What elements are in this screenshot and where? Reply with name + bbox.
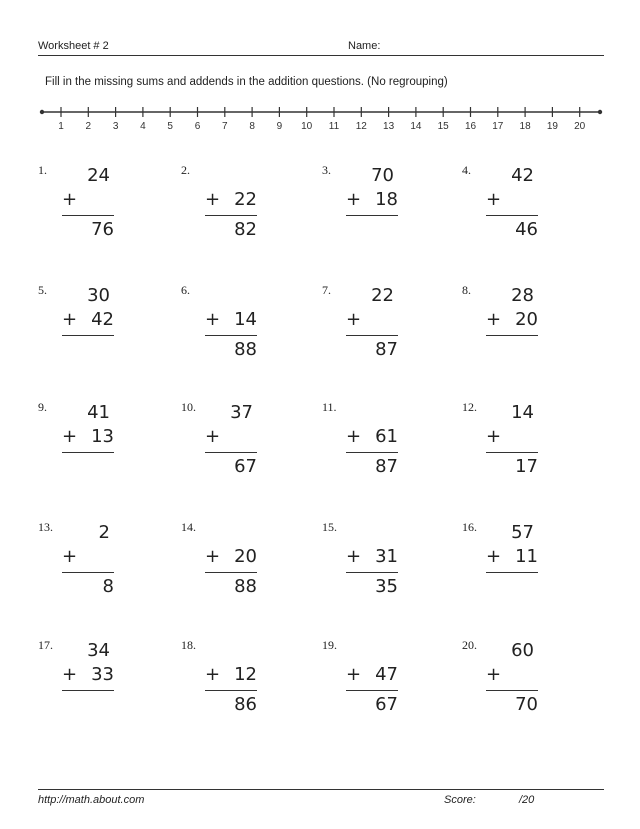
second-addend: 18 (375, 189, 398, 210)
second-addend: 12 (234, 664, 257, 685)
second-addend: 61 (375, 426, 398, 447)
number-line-tick-label: 9 (276, 121, 283, 132)
sum-value: 8 (102, 576, 114, 597)
addition-problem (38, 283, 138, 383)
addition-problem (322, 520, 422, 620)
second-addend: 11 (515, 546, 538, 567)
first-addend: 37 (230, 402, 253, 423)
number-line-tick-label: 3 (112, 121, 119, 132)
sum-line (486, 690, 538, 691)
problem-number: 15. (322, 520, 337, 534)
problem-number: 16. (462, 520, 477, 534)
problem-number: 18. (181, 638, 196, 652)
plus-sign: + (205, 546, 221, 567)
second-addend-row (62, 546, 114, 570)
second-addend: 20 (234, 546, 257, 567)
plus-sign: + (62, 189, 78, 210)
sum-value: 86 (234, 694, 257, 715)
problem-number: 2. (181, 163, 190, 177)
number-line-tick-label: 11 (328, 121, 340, 132)
first-addend: 60 (511, 640, 534, 661)
sum-line (346, 690, 398, 691)
plus-sign: + (486, 426, 502, 447)
sum-line (205, 690, 257, 691)
addition-problem (181, 638, 281, 738)
sum-value: 67 (234, 456, 257, 477)
second-addend: 47 (375, 664, 398, 685)
sum-line (486, 572, 538, 573)
sum-line (205, 572, 257, 573)
plus-sign: + (205, 309, 221, 330)
addition-problem (181, 400, 281, 500)
problem-number: 19. (322, 638, 337, 652)
number-line-tick-label: 14 (410, 121, 422, 132)
sum-line (205, 335, 257, 336)
sum-line (62, 215, 114, 216)
score-label: Score: (444, 794, 476, 806)
second-addend: 22 (234, 189, 257, 210)
sum-value: 87 (375, 456, 398, 477)
plus-sign: + (205, 426, 221, 447)
problem-number: 13. (38, 520, 53, 534)
problem-number: 10. (181, 400, 196, 414)
problem-number: 8. (462, 283, 471, 297)
addition-problem (462, 400, 562, 500)
source-url: http://math.about.com (38, 794, 145, 806)
second-addend-row (486, 189, 538, 213)
number-line-right-end (598, 110, 602, 114)
first-addend: 42 (511, 165, 534, 186)
first-addend: 70 (371, 165, 394, 186)
plus-sign: + (346, 189, 362, 210)
sum-line (486, 452, 538, 453)
problem-number: 3. (322, 163, 331, 177)
number-line-tick-label: 6 (194, 121, 201, 132)
sum-value: 88 (234, 339, 257, 360)
number-line-tick-label: 7 (222, 121, 228, 132)
second-addend: 20 (515, 309, 538, 330)
number-line-tick-label: 20 (574, 121, 586, 132)
number-line-tick-label: 2 (85, 121, 92, 132)
number-line-tick-label: 17 (492, 121, 504, 132)
plus-sign: + (346, 664, 362, 685)
second-addend-row (62, 664, 114, 688)
sum-line (486, 215, 538, 216)
second-addend: 42 (91, 309, 114, 330)
second-addend-row (346, 664, 398, 688)
second-addend-row (486, 664, 538, 688)
sum-line (346, 452, 398, 453)
addition-problem (462, 283, 562, 383)
instructions-text: Fill in the missing sums and addends in the addition questions. (No regrouping) (45, 76, 448, 88)
plus-sign: + (62, 309, 78, 330)
score-total: /20 (519, 794, 535, 806)
second-addend-row (205, 546, 257, 570)
number-line-tick-label: 18 (519, 121, 531, 132)
second-addend-row (205, 309, 257, 333)
sum-value: 76 (91, 219, 114, 240)
sum-value: 67 (375, 694, 398, 715)
number-line-graphic (38, 102, 604, 136)
problem-number: 14. (181, 520, 196, 534)
addition-problem (462, 163, 562, 263)
problem-number: 17. (38, 638, 53, 652)
plus-sign: + (62, 426, 78, 447)
addition-problem (38, 163, 138, 263)
first-addend: 24 (87, 165, 110, 186)
plus-sign: + (486, 189, 502, 210)
first-addend: 2 (98, 522, 110, 543)
second-addend-row (486, 546, 538, 570)
plus-sign: + (346, 426, 362, 447)
number-line (38, 102, 604, 136)
sum-line (346, 215, 398, 216)
problem-number: 1. (38, 163, 47, 177)
plus-sign: + (486, 664, 502, 685)
number-line-tick-label: 1 (58, 121, 64, 132)
sum-value: 17 (515, 456, 538, 477)
first-addend: 34 (87, 640, 110, 661)
second-addend-row (346, 189, 398, 213)
addition-problem (462, 638, 562, 738)
number-line-tick-label: 12 (355, 121, 367, 132)
second-addend-row (205, 426, 257, 450)
sum-line (346, 572, 398, 573)
first-addend: 14 (511, 402, 534, 423)
first-addend: 57 (511, 522, 534, 543)
addition-problem (181, 520, 281, 620)
problem-number: 4. (462, 163, 471, 177)
addition-problem (38, 638, 138, 738)
addition-problem (181, 163, 281, 263)
problem-number: 20. (462, 638, 477, 652)
first-addend: 41 (87, 402, 110, 423)
sum-line (62, 572, 114, 573)
name-field-label: Name: (348, 40, 381, 52)
problem-number: 9. (38, 400, 47, 414)
number-line-tick-label: 8 (249, 121, 255, 132)
sum-value: 88 (234, 576, 257, 597)
number-line-tick-label: 16 (464, 121, 477, 132)
sum-line (62, 452, 114, 453)
second-addend-row (62, 309, 114, 333)
sum-value: 46 (515, 219, 538, 240)
second-addend-row (486, 309, 538, 333)
worksheet-title: Worksheet # 2 (38, 40, 109, 52)
addition-problem (322, 163, 422, 263)
number-line-tick-label: 15 (437, 121, 449, 132)
sum-line (346, 335, 398, 336)
number-line-tick-label: 4 (140, 121, 146, 132)
sum-line (486, 335, 538, 336)
number-line-left-end (40, 110, 44, 114)
first-addend: 28 (511, 285, 534, 306)
footer-divider (38, 789, 604, 790)
addition-problem (38, 520, 138, 620)
worksheet-header (38, 40, 604, 54)
plus-sign: + (62, 546, 78, 567)
problem-number: 11. (322, 400, 337, 414)
plus-sign: + (486, 546, 502, 567)
plus-sign: + (486, 309, 502, 330)
sum-line (62, 335, 114, 336)
number-line-tick-label: 5 (167, 121, 173, 132)
second-addend-row (346, 309, 398, 333)
header-divider (38, 55, 604, 56)
second-addend-row (62, 189, 114, 213)
addition-problem (322, 283, 422, 383)
addition-problem (462, 520, 562, 620)
problem-number: 7. (322, 283, 331, 297)
second-addend: 13 (91, 426, 114, 447)
plus-sign: + (205, 664, 221, 685)
number-line-tick-label: 19 (546, 121, 558, 132)
addition-problem (322, 400, 422, 500)
number-line-tick-label: 13 (383, 121, 395, 132)
problem-number: 5. (38, 283, 47, 297)
number-line-tick-label: 10 (301, 121, 313, 132)
second-addend-row (486, 426, 538, 450)
plus-sign: + (346, 546, 362, 567)
second-addend-row (205, 664, 257, 688)
worksheet-footer (38, 794, 604, 808)
sum-value: 87 (375, 339, 398, 360)
addition-problem (181, 283, 281, 383)
addition-problem (38, 400, 138, 500)
plus-sign: + (205, 189, 221, 210)
plus-sign: + (62, 664, 78, 685)
second-addend: 33 (91, 664, 114, 685)
second-addend: 14 (234, 309, 257, 330)
second-addend-row (346, 546, 398, 570)
sum-line (62, 690, 114, 691)
first-addend: 22 (371, 285, 394, 306)
sum-value: 82 (234, 219, 257, 240)
second-addend-row (346, 426, 398, 450)
second-addend-row (62, 426, 114, 450)
addition-problem (322, 638, 422, 738)
sum-value: 35 (375, 576, 398, 597)
sum-line (205, 215, 257, 216)
problem-number: 12. (462, 400, 477, 414)
problem-number: 6. (181, 283, 190, 297)
first-addend: 30 (87, 285, 110, 306)
sum-line (205, 452, 257, 453)
sum-value: 70 (515, 694, 538, 715)
plus-sign: + (346, 309, 362, 330)
second-addend: 31 (375, 546, 398, 567)
second-addend-row (205, 189, 257, 213)
